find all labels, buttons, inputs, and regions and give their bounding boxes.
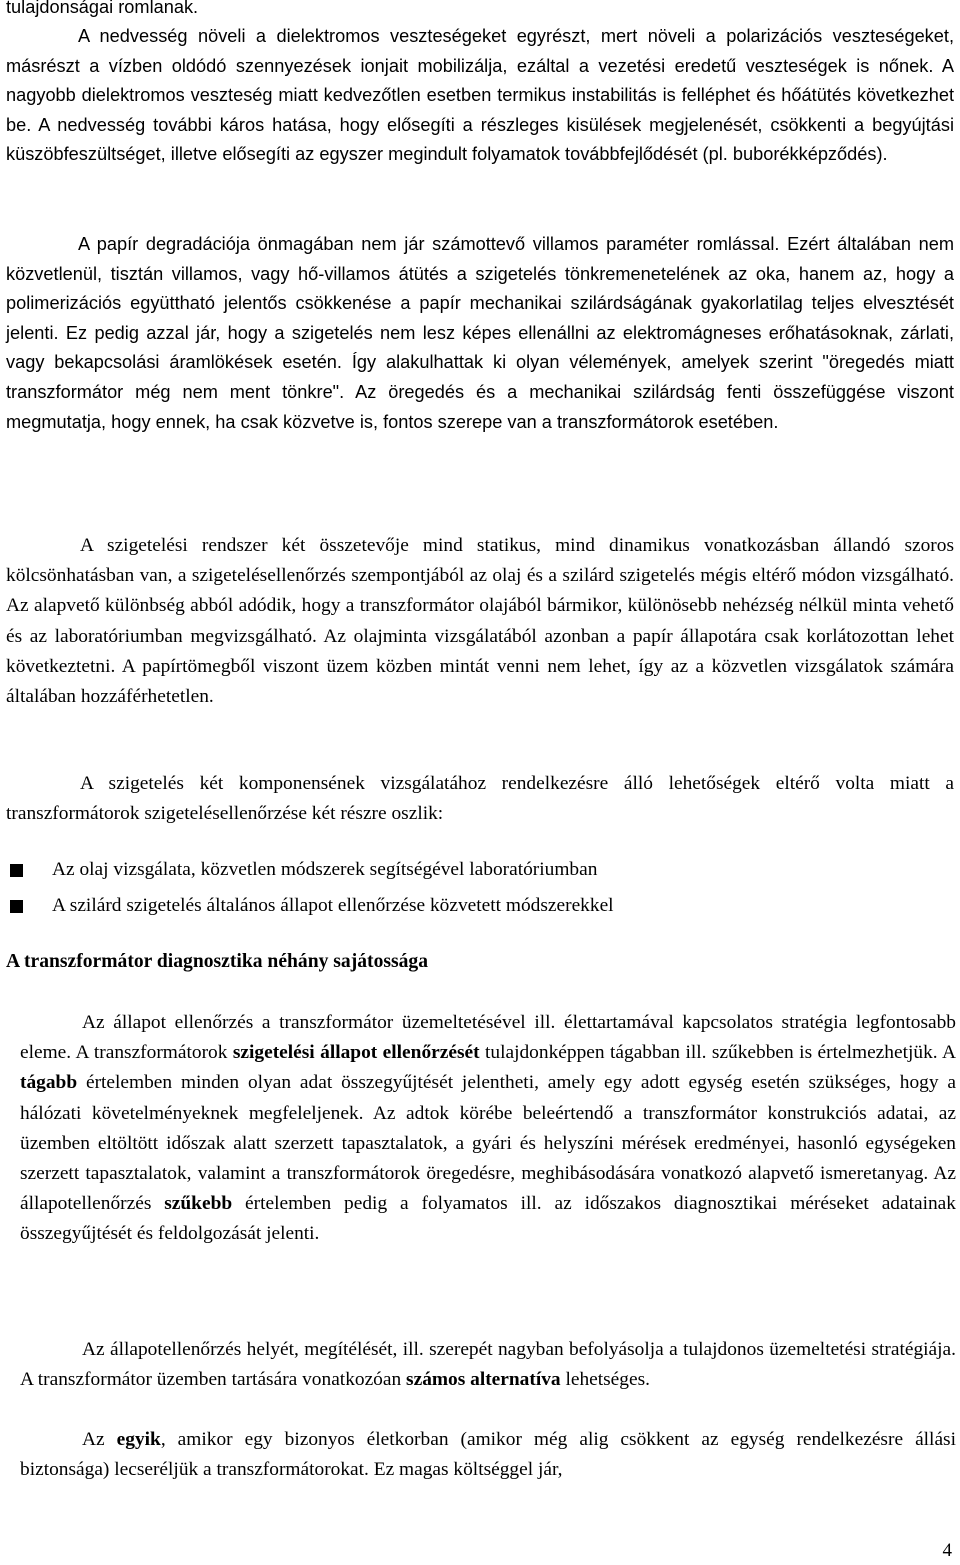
paragraph-fragment [6,0,198,23]
text-run: Az [82,1429,117,1450]
text-run: Az állapotellenőrzés helyét, megítélését, ill. szerepét nagyban befolyásolja a tulajdonos üzemeltetési stratégiája. A transzformátor üzemben tartására vonatkozóan [20,1339,956,1391]
list-item [6,888,946,924]
sentence: Így alakulhattak ki olyan vélemények, amelyek szerint "öregedés miatt transzformátor még nem ment tönkre". [6,352,954,402]
text-run: értelemben pedig a folyamatos ill. az időszakos diagnosztikai méréseket adatainak összegyűjtését és feldolgozását jelenti. [20,1193,956,1245]
sentence: Ez pedig azzal jár, hogy a szigetelés nem lesz képes ellenállni az elektromágneses erőhatásoknak, zárlati, vagy bekapcsolási áramlökések esetén. [6,322,954,373]
paragraph-state-check [20,1008,956,1250]
list-item [6,852,946,888]
paragraph-insulation-system [6,531,954,712]
sentence: Ezért általában nem közvetlenül, tisztán villamos, vagy hő-villamos átütés a szigetelés tönkremenetelének az oka, hanem az, hogy a polimerizációs együttható jelentős csökkenése a papír mechanikai szilárdságának gyakorlatilag teljes elvesztését jelenti. [6,234,954,343]
paragraph-paper-degradation [6,230,954,437]
text-run: lehetséges. [560,1369,650,1391]
text-fragment: tulajdonságai romlanak. [6,0,199,17]
paragraph-one-option [20,1425,956,1485]
section-heading: A transzformátor diagnosztika néhány sajátossága [6,951,429,972]
bold-term: szűkebb [164,1193,233,1215]
text-run: tulajdonképpen tágabban ill. szűkebben is értelmezhetjük. A [479,1042,956,1064]
bullet-list [6,852,946,924]
sentence: A nedvesség további káros hatása, hogy elősegíti a részleges kisülések megjelenését, csökkenti a begyújtási küszöbfeszültséget, illetve elősegíti az egyszer megindult folyamatok továbbfejlődését (pl. buborékképződés). [6,114,954,165]
paragraph-role [20,1335,956,1395]
sentence: A papír degradációja önmagában nem jár számottevő villamos paraméter romlással. [78,234,780,254]
bold-term: egyik [116,1429,161,1450]
list-item-text: A szilárd szigetelés általános állapot ellenőrzése közvetett módszerekkel [52,895,614,916]
bold-term: számos alternatíva [406,1369,561,1391]
sentence: A nagyobb dielektromos veszteség miatt kedvezőtlen esetben termikus instabilitás is felléphet és hőátütés következhet be. [6,55,954,135]
paragraph-text: A szigetelési rendszer két összetevője mind statikus, mind dinamikus vonatkozásban állandó szoros kölcsönhatásban van, a szigetelésellenőrzés szempontjából az olaj és a szilárd szigetelés mégis eltérő módon vizsgálható. Az alapvető különbség abból adódik, hogy a transzformátor olajából bármikor, különösebb nehézség nélkül minta vehető és az laboratóriumban megvizsgálható. Az olajminta vizsgálatából azonban a papír állapotára csak korlátozottan lehet következtetni. A papírtömegből viszont üzem közben mintát venni nem lehet, így az a közvetlen vizsgálatok számára általában hozzáférhetetlen. [6,535,954,708]
text-run: Az állapot ellenőrzés a transzformátor üzemeltetésével ill. élettartamával kapcsolatos stratégia legfontosabb eleme. A transzformátorok [20,1012,956,1064]
text-run: értelemben minden olyan adat összegyűjtését jelentheti, amely egy adott egység esetén szükséges, hogy a hálózati követelményeknek megfeleljenek. Az adtok körébe beleértendő a transzformátor konstrukciós adatai, az üzemben eltöltött időszak alatt szerzett tapasztalatok, a gyári és helyszíni mérések eredményei, hasonló egységeken szerzett tapasztalatok, valamint a transzformátorok öregedésre, meghibásodására vonatkozó alapvető ismeretanyag. Az állapotellenőrzés [20,1072,956,1215]
text-run: , amikor egy bizonyos életkorban (amikor még alig csökkent az egység rendelkezésre állási biztonsága) lecseréljük a transzformátorokat. Ez magas költséggel jár, [20,1429,956,1481]
paragraph-moisture [6,22,954,170]
bold-term: szigetelési állapot ellenőrzését [232,1042,480,1064]
square-bullet-icon [10,900,23,913]
sentence: Az öregedés és a mechanikai szilárdság fenti összefüggése viszont megmutatja, hogy ennek, ha csak közvetve is, fontos szerepe van a transzformátorok esetében. [6,381,954,432]
square-bullet-icon [10,864,23,877]
paragraph-insulation-split [6,769,954,829]
sentence: A nedvesség növeli a dielektromos veszteségeket egyrészt, mert növeli a polarizációs veszteségeket, másrészt a vízben oldódó szennyezések ionjait mobilizálja, ezáltal a vezetési eredetű veszteségek is nőnek. [6,26,954,76]
paragraph-text: A szigetelés két komponensének vizsgálatához rendelkezésre álló lehetőségek eltérő volta miatt a transzformátorok szigetelésellenőrzése két részre oszlik: [6,773,954,825]
list-item-text: Az olaj vizsgálata, közvetlen módszerek segítségével laboratóriumban [52,859,598,880]
bold-term: tágabb [20,1072,78,1094]
page-number: 4 [942,1540,952,1561]
